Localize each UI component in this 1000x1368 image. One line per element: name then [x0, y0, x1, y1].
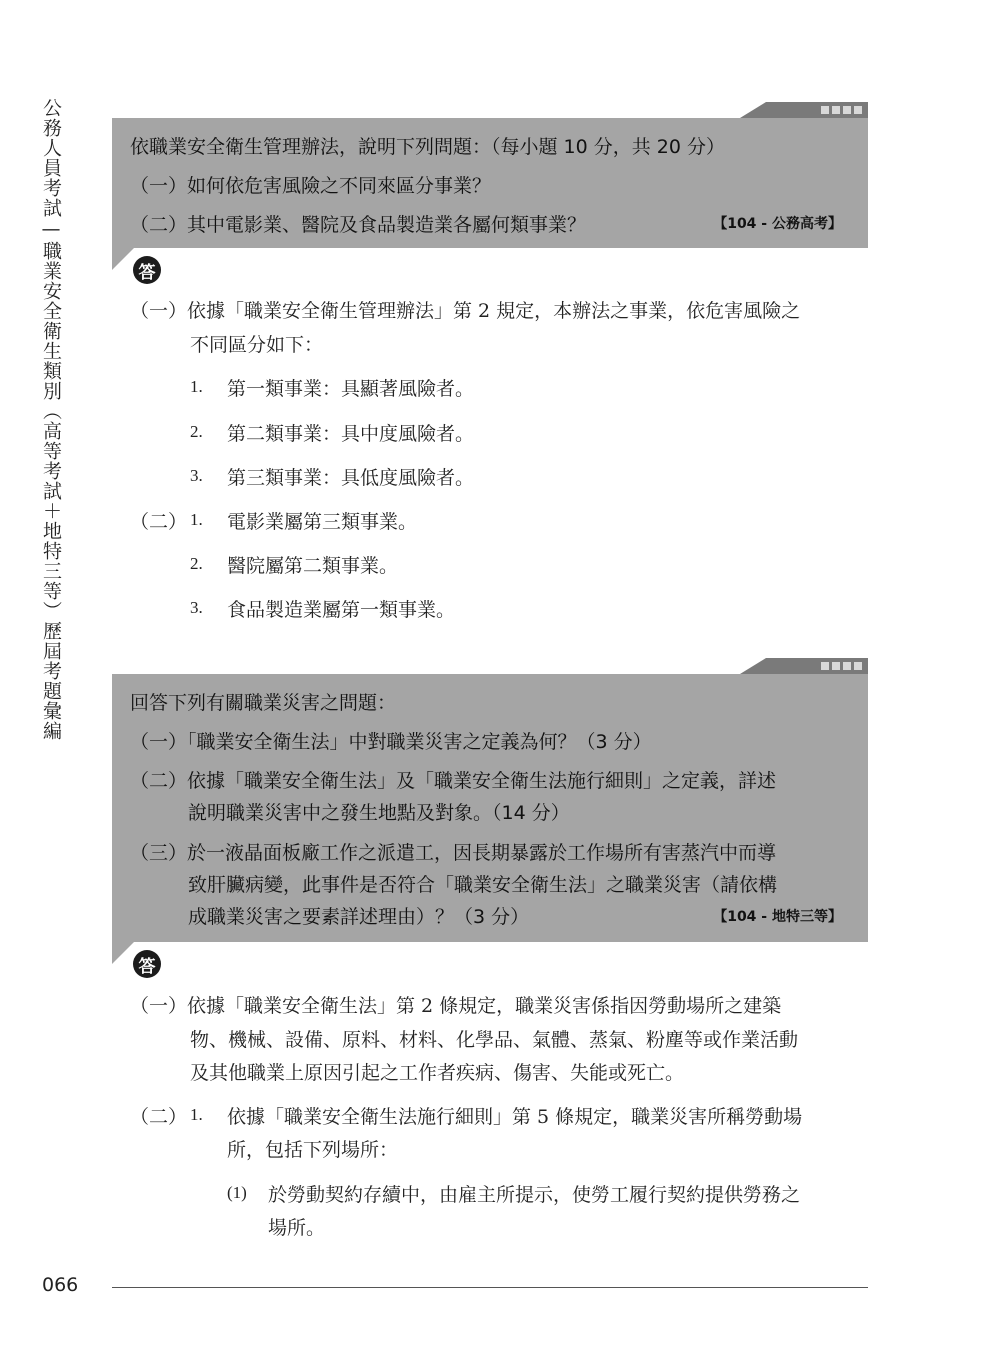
question-box-2: [112, 674, 868, 942]
question-box-1: [112, 118, 868, 248]
question-1-part-2: （二）其中電影業、醫院及食品製造業各屬何類事業？: [130, 214, 587, 236]
question-tab-2: [740, 658, 868, 674]
answer-2-line-2: 物、機械、設備、原料、材料、化學品、氣體、蒸氣、粉塵等或作業活動: [190, 1029, 799, 1051]
answer-1-part-2-mark: （二）: [130, 511, 188, 533]
question-2-part-3: （三）於一液晶面板廠工作之派遣工，因長期暴露於工作場所有害蒸汽中而導: [130, 842, 777, 864]
question-2-part-2-cont: 說明職業災害中之發生地點及對象。（14 分）: [188, 802, 570, 824]
answer-1-part-2-item-1: 電影業屬第三類事業。: [227, 511, 418, 533]
answer-2-num-1: 1.: [190, 1105, 203, 1124]
question-tab-1: [740, 102, 868, 118]
question-2-part-1: （一）「職業安全衛生法」中對職業災害之定義為何？（3 分）: [130, 731, 652, 753]
answer-1-num-2: 2.: [190, 422, 203, 441]
page-number: 066: [42, 1274, 79, 1296]
question-2-source: 【104 - 地特三等】: [713, 909, 842, 925]
answer-2-line-3: 及其他職業上原因引起之工作者疾病、傷害、失能或死亡。: [190, 1062, 685, 1084]
footer-rule: [112, 1287, 868, 1288]
answer-badge-1: 答: [133, 256, 161, 284]
question-2-part-3-cont-1: 致肝臟病變，此事件是否符合「職業安全衛生法」之職業災害（請依構: [188, 874, 778, 896]
answer-1-part-2-num-3: 3.: [190, 598, 203, 617]
answer-1-item-1: 第一類事業：具顯著風險者。: [227, 378, 475, 400]
question-2-part-2: （二）依據「職業安全衛生法」及「職業安全衛生法施行細則」之定義，詳述: [130, 770, 777, 792]
question-2-intro: 回答下列有關職業災害之問題：: [130, 692, 397, 714]
question-1-source: 【104 - 公務高考】: [713, 216, 842, 232]
answer-1-num-1: 1.: [190, 377, 203, 396]
question-1-part-1: （一）如何依危害風險之不同來區分事業？: [130, 175, 492, 197]
answer-2-sub-num-1: (1): [227, 1183, 247, 1202]
answer-1-item-2: 第二類事業：具中度風險者。: [227, 423, 475, 445]
question-box-1-notch: [112, 248, 134, 270]
answer-2-sub-item-1-cont: 場所。: [268, 1217, 326, 1239]
answer-1-line-2: 不同區分如下：: [190, 334, 324, 356]
answer-badge-2: 答: [133, 950, 161, 978]
running-header-title: 公務人員考試—職業安全衛生類別（高等考試＋地特三等）歷屆考題彙編: [40, 98, 62, 741]
answer-2-item-1: 依據「職業安全衛生法施行細則」第 5 條規定，職業災害所稱勞動場: [227, 1106, 803, 1128]
question-1-intro: 依職業安全衛生管理辦法，說明下列問題：（每小題 10 分，共 20 分）: [130, 136, 726, 158]
answer-1-part-2-num-2: 2.: [190, 554, 203, 573]
answer-2-item-1-cont: 所，包括下列場所：: [227, 1139, 399, 1161]
answer-2-line-1: （一）依據「職業安全衛生法」第 2 條規定，職業災害係指因勞動場所之建築: [130, 995, 782, 1017]
answer-1-part-2-num-1: 1.: [190, 510, 203, 529]
answer-1-part-2-item-2: 醫院屬第二類事業。: [227, 555, 399, 577]
answer-1-part-2-item-3: 食品製造業屬第一類事業。: [227, 599, 456, 621]
answer-1-line-1: （一）依據「職業安全衛生管理辦法」第 2 規定，本辦法之事業，依危害風險之: [130, 300, 801, 322]
answer-2-sub-item-1: 於勞動契約存續中，由雇主所提示，使勞工履行契約提供勞務之: [268, 1184, 801, 1206]
answer-2-part-2-mark: （二）: [130, 1106, 188, 1128]
answer-1-num-3: 3.: [190, 466, 203, 485]
question-box-2-notch: [112, 942, 134, 964]
question-2-part-3-cont-2: 成職業災害之要素詳述理由）？（3 分）: [188, 906, 530, 928]
answer-1-item-3: 第三類事業：具低度風險者。: [227, 467, 475, 489]
